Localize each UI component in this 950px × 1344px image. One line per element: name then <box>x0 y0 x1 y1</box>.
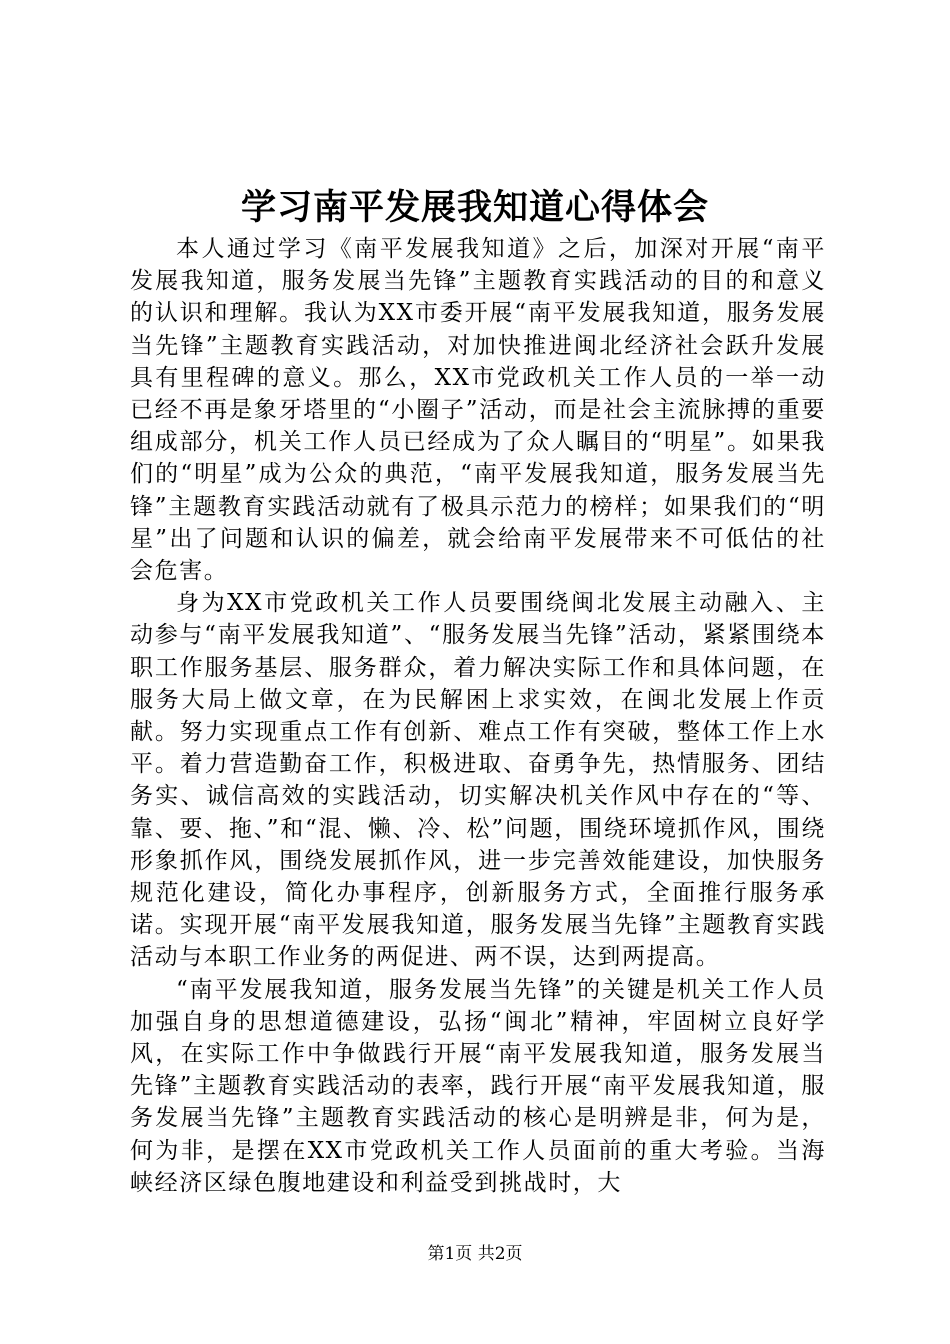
document-title: 学习南平发展我知道心得体会 <box>240 187 709 228</box>
body-paragraph: “南平发展我知道，服务发展当先锋”的关键是机关工作人员加强自身的思想道德建设，弘扬“闽北”精神，牢固树立良好学风，在实际工作中争做践行开展“南平发展我知道，服务发展当先锋”主题教育实践活动的表率，践行开展“南平发展我知道，服务发展当先锋”主题教育实践活动的核心是明辨是非，何为是，何为非，是摆在XX市党政机关工作人员面前的重大考验。当海峡经济区绿色腹地建设和利益受到挑战时，大 <box>130 976 826 1196</box>
body-paragraph: 身为XX市党政机关工作人员要围绕闽北发展主动融入、主动参与“南平发展我知道”、“服务发展当先锋”活动，紧紧围绕本职工作服务基层、服务群众，着力解决实际工作和具体问题，在服务大局上做文章，在为民解困上求实效，在闽北发展上作贡献。努力实现重点工作有创新、难点工作有突破，整体工作上水平。着力营造勤奋工作，积极进取、奋勇争先，热情服务、团结务实、诚信高效的实践活动，切实解决机关作风中存在的“等、靠、要、拖、”和“混、懒、冷、松”问题，围绕环境抓作风，围绕形象抓作风，围绕发展抓作风，进一步完善效能建设，加快服务规范化建设，简化办事程序，创新服务方式，全面推行服务承诺。实现开展“南平发展我知道，服务发展当先锋”主题教育实践活动与本职工作业务的两促进、两不误，达到两提高。 <box>130 590 826 971</box>
body-paragraph: 本人通过学习《南平发展我知道》之后，加深对开展“南平发展我知道，服务发展当先锋”主题教育实践活动的目的和意义的认识和理解。我认为XX市委开展“南平发展我知道，服务发展当先锋”主题教育实践活动，对加快推进闽北经济社会跃升发展具有里程碑的意义。那么，XX市党政机关工作人员的一举一动已经不再是象牙塔里的“小圈子”活动，而是社会主流脉搏的重要组成部分，机关工作人员已经成为了众人瞩目的“明星”。如果我们的“明星”成为公众的典范，“南平发展我知道，服务发展当先锋”主题教育实践活动就有了极具示范力的榜样；如果我们的“明星”出了问题和认识的偏差，就会给南平发展带来不可低估的社会危害。 <box>130 236 826 585</box>
document-body <box>130 233 826 1199</box>
page-number-footer: 第1页 共2页 <box>427 1244 523 1264</box>
